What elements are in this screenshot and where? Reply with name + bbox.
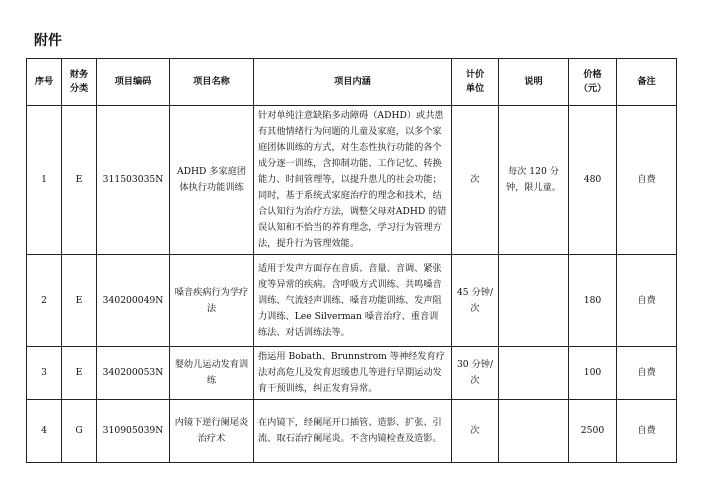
cell-name: 嗓音疾病行为学疗法 <box>170 255 254 347</box>
cell-name: 内镜下逆行阑尾炎治疗术 <box>170 400 254 463</box>
cell-remark: 自费 <box>617 255 677 347</box>
header-item-name: 项目名称 <box>170 59 254 106</box>
cell-unit: 次 <box>452 106 499 255</box>
cell-remark: 自费 <box>617 347 677 400</box>
cell-content: 针对单纯注意缺陷多动障碍（ADHD）或共患有其他情绪行为问题的儿童及家庭，以多个家庭团体训练的方式，对生态性执行功能的各个成分逐一训练，含抑制功能、工作记忆、转换能力、时间管理等，以提升患儿的社会功能；同时，基于系统式家庭治疗的理念和技术，结合认知行为治疗方法，调整父母对ADHD 的错误认知和不恰当的养育理念，学习行为管理方法，提升行为管理效能。 <box>254 106 452 255</box>
cell-note <box>499 347 569 400</box>
header-pricing-unit: 计价 单位 <box>452 59 499 106</box>
table-row <box>27 255 677 347</box>
cell-finance: E <box>62 255 97 347</box>
header-finance-category: 财务 分类 <box>62 59 97 106</box>
cell-price: 2500 <box>569 400 617 463</box>
cell-price: 180 <box>569 255 617 347</box>
table-row <box>27 106 677 255</box>
cell-content: 适用于发声方面存在音质、音量、音调、紧张度等异常的疾病。含呼吸方式训练、共鸣嗓音训练、气流轻声训练、嗓音功能训练、发声阻力训练、Lee Silverman 嗓音治疗、重音训练法、对话训练法等。 <box>254 255 452 347</box>
cell-unit: 次 <box>452 400 499 463</box>
header-price: 价格 （元） <box>569 59 617 106</box>
attachment-label: 附件 <box>34 33 62 49</box>
cell-note <box>499 255 569 347</box>
cell-unit: 30 分钟/次 <box>452 347 499 400</box>
cell-note: 每次 120 分钟，限儿童。 <box>499 106 569 255</box>
cell-name: ADHD 多家庭团体执行功能训练 <box>170 106 254 255</box>
table-header-row <box>27 59 677 106</box>
cell-seq: 1 <box>27 106 62 255</box>
cell-price: 480 <box>569 106 617 255</box>
cell-code: 311503035N <box>97 106 170 255</box>
cell-finance: E <box>62 106 97 255</box>
header-item-content: 项目内涵 <box>254 59 452 106</box>
cell-note <box>499 400 569 463</box>
cell-code: 340200053N <box>97 347 170 400</box>
cell-finance: G <box>62 400 97 463</box>
cell-finance: E <box>62 347 97 400</box>
cell-content: 在内镜下，经阑尾开口插管、造影、扩张、引流、取石治疗阑尾炎。不含内镜检查及造影。 <box>254 400 452 463</box>
header-item-code: 项目编码 <box>97 59 170 106</box>
cell-remark: 自费 <box>617 400 677 463</box>
cell-name: 婴幼儿运动发育训练 <box>170 347 254 400</box>
cell-price: 100 <box>569 347 617 400</box>
table-row <box>27 400 677 463</box>
cell-code: 310905039N <box>97 400 170 463</box>
cell-unit: 45 分钟/次 <box>452 255 499 347</box>
table-row <box>27 347 677 400</box>
header-seq: 序号 <box>27 59 62 106</box>
header-note: 说明 <box>499 59 569 106</box>
cell-seq: 4 <box>27 400 62 463</box>
fee-items-table <box>26 58 677 463</box>
cell-seq: 2 <box>27 255 62 347</box>
cell-code: 340200049N <box>97 255 170 347</box>
cell-remark: 自费 <box>617 106 677 255</box>
cell-content: 指运用 Bobath、Brunnstrom 等神经发育疗法对高危儿及发育迟缓患儿等进行早期运动发育干预训练，纠正发育异常。 <box>254 347 452 400</box>
cell-seq: 3 <box>27 347 62 400</box>
header-remark: 备注 <box>617 59 677 106</box>
